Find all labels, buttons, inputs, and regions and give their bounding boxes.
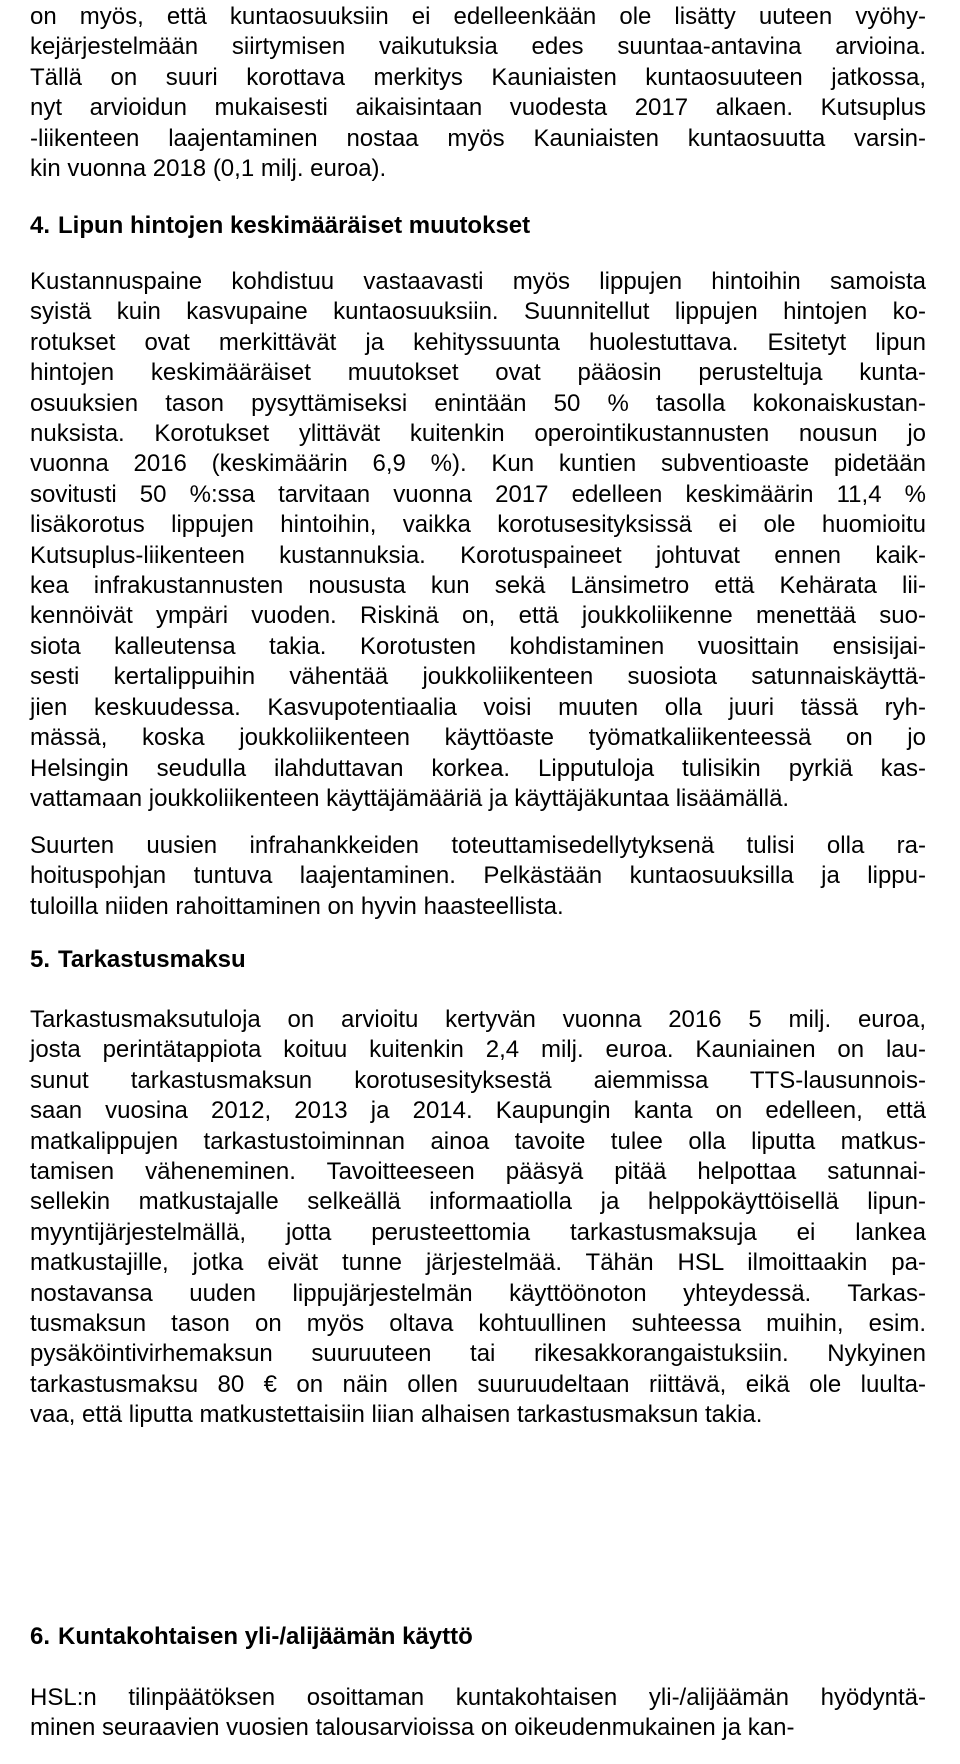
section-4-paragraph-2 [30, 831, 926, 922]
text-line: Kutsuplus-liikenteen kustannuksia. Korotuspaineet johtuvat ennen kaik- [30, 541, 926, 569]
text-line: nyt arvioidun mukaisesti aikaisintaan vuodesta 2017 alkaen. Kutsuplus [30, 94, 926, 122]
text-line: minen seuraavien vuosien talousarvioissa on oikeudenmukainen ja kan- [30, 1714, 795, 1742]
section-4-number: 4. [30, 212, 51, 239]
text-line: tamisen väheneminen. Tavoitteeseen pääsyä pitää helpottaa satunnai- [30, 1158, 926, 1186]
text-line: myyntijärjestelmällä, jotta perusteettomia tarkastusmaksuja ei lankea [30, 1218, 926, 1246]
text-line: matkalippujen tarkastustoiminnan ainoa tavoite tulee olla liputta matkus- [30, 1127, 926, 1155]
text-line: josta perintätappiota koituu kuitenkin 2,4 milj. euroa. Kauniainen on lau- [30, 1036, 926, 1064]
text-line: rotukset ovat merkittävät ja kehityssuunta huolestuttava. Esitetyt lipun [30, 328, 926, 356]
section-5-number: 5. [30, 946, 51, 973]
section-6-title: Kuntakohtaisen yli-/alijäämän käyttö [58, 1623, 473, 1650]
text-line: kejärjestelmään siirtymisen vaikutuksia edes suuntaa-antavina arvioina. [30, 33, 926, 61]
text-line: Tällä on suuri korottava merkitys Kauniaisten kuntaosuuteen jatkossa, [30, 63, 926, 91]
text-line: Tarkastusmaksutuloja on arvioitu kertyvän vuonna 2016 5 milj. euroa, [30, 1006, 926, 1033]
text-line: Kustannuspaine kohdistuu vastaavasti myös lippujen hintoihin samoista [30, 268, 926, 295]
text-line: pysäköintivirhemaksun suuruuteen tai rikesakkorangaistuksiin. Nykyinen [30, 1340, 926, 1368]
section-4-paragraph-1 [30, 267, 926, 814]
text-line: nostavansa uuden lippujärjestelmän käyttöönoton yhteydessä. Tarkas- [30, 1279, 926, 1307]
text-line: Suurten uusien infrahankkeiden toteuttamisedellytyksenä tulisi olla ra- [30, 832, 926, 859]
text-line: kennöivät ympäri vuoden. Riskinä on, että joukkoliikenne menettää suo- [30, 602, 926, 630]
text-line: nuksista. Korotukset ylittävät kuitenkin operointikustannusten nousun jo [30, 420, 926, 448]
text-line: sellekin matkustajalle selkeällä informaatiolla ja helppokäyttöisellä lipun- [30, 1188, 926, 1216]
section-5-paragraph-1 [30, 1005, 926, 1431]
text-line: mässä, koska joukkoliikenteen käyttöaste työmatkaliikenteessä on jo [30, 724, 926, 752]
text-line: hoituspohjan tuntuva laajentaminen. Pelkästään kuntaosuuksilla ja lippu- [30, 862, 926, 890]
text-line: osuuksien tason pysyttämiseksi enintään 50 % tasolla kokonaiskustan- [30, 389, 926, 417]
text-line: kin vuonna 2018 (0,1 milj. euroa). [30, 155, 387, 183]
text-line: vattamaan joukkoliikenteen käyttäjämääriä ja käyttäjäkuntaa lisäämällä. [30, 784, 790, 812]
section-5-title: Tarkastusmaksu [58, 946, 246, 973]
text-line: vuonna 2016 (keskimäärin 6,9 %). Kun kuntien subventioaste pidetään [30, 450, 926, 478]
text-line: Helsingin seudulla ilahduttavan korkea. Lipputuloja tulisikin pyrkiä kas- [30, 754, 926, 782]
text-line: jien keskuudessa. Kasvupotentiaalia voisi muuten olla juuri tässä ryh- [30, 693, 926, 721]
section-5-heading [30, 945, 246, 975]
section-4-heading [30, 211, 530, 241]
text-line: syistä kuin kasvupaine kuntaosuuksiin. Suunnitellut lippujen hintojen ko- [30, 298, 926, 326]
text-line: on myös, että kuntaosuuksiin ei edelleenkään ole lisätty uuteen vyöhy- [30, 3, 926, 30]
text-line: HSL:n tilinpäätöksen osoittaman kuntakohtaisen yli-/alijäämän hyödyntä- [30, 1684, 926, 1711]
section-4-title: Lipun hintojen keskimääräiset muutokset [58, 212, 531, 239]
text-line: tusmaksun tason on myös oltava kohtuullinen suhteessa muihin, esim. [30, 1310, 926, 1338]
text-line: tarkastusmaksu 80 € on näin ollen suuruudeltaan riittävä, eikä ole luulta- [30, 1370, 926, 1398]
text-line: sovitusti 50 %:ssa tarvitaan vuonna 2017 edelleen keskimäärin 11,4 % [30, 480, 926, 508]
text-line: siota kalleutensa takia. Korotusten kohdistaminen vuosittain ensisijai- [30, 632, 926, 660]
section-6-number: 6. [30, 1623, 51, 1650]
text-line: vaa, että liputta matkustettaisiin liian alhaisen tarkastusmaksun takia. [30, 1401, 763, 1429]
text-line: kea infrakustannusten noususta kun sekä Länsimetro että Kehärata lii- [30, 572, 926, 600]
intro-paragraph [30, 2, 926, 184]
text-line: sesti kertalippuihin vähentää joukkoliikenteen suosiota satunnaiskäyttä- [30, 663, 926, 691]
text-line: -liikenteen laajentaminen nostaa myös Kauniaisten kuntaosuutta varsin- [30, 124, 926, 152]
text-line: saan vuosina 2012, 2013 ja 2014. Kaupungin kanta on edelleen, että [30, 1097, 926, 1125]
text-line: tuloilla niiden rahoittaminen on hyvin haasteellista. [30, 892, 564, 920]
text-line: hintojen keskimääräiset muutokset ovat pääosin perusteltuja kunta- [30, 359, 926, 387]
section-6-heading [30, 1622, 473, 1652]
section-6-paragraph-1 [30, 1683, 926, 1744]
text-line: lisäkorotus lippujen hintoihin, vaikka korotusesityksissä ei ole huomioitu [30, 511, 926, 539]
text-line: sunut tarkastusmaksun korotusesityksestä aiemmissa TTS-lausunnois- [30, 1066, 926, 1094]
text-line: matkustajille, jotka eivät tunne järjestelmää. Tähän HSL ilmoittaakin pa- [30, 1249, 926, 1277]
